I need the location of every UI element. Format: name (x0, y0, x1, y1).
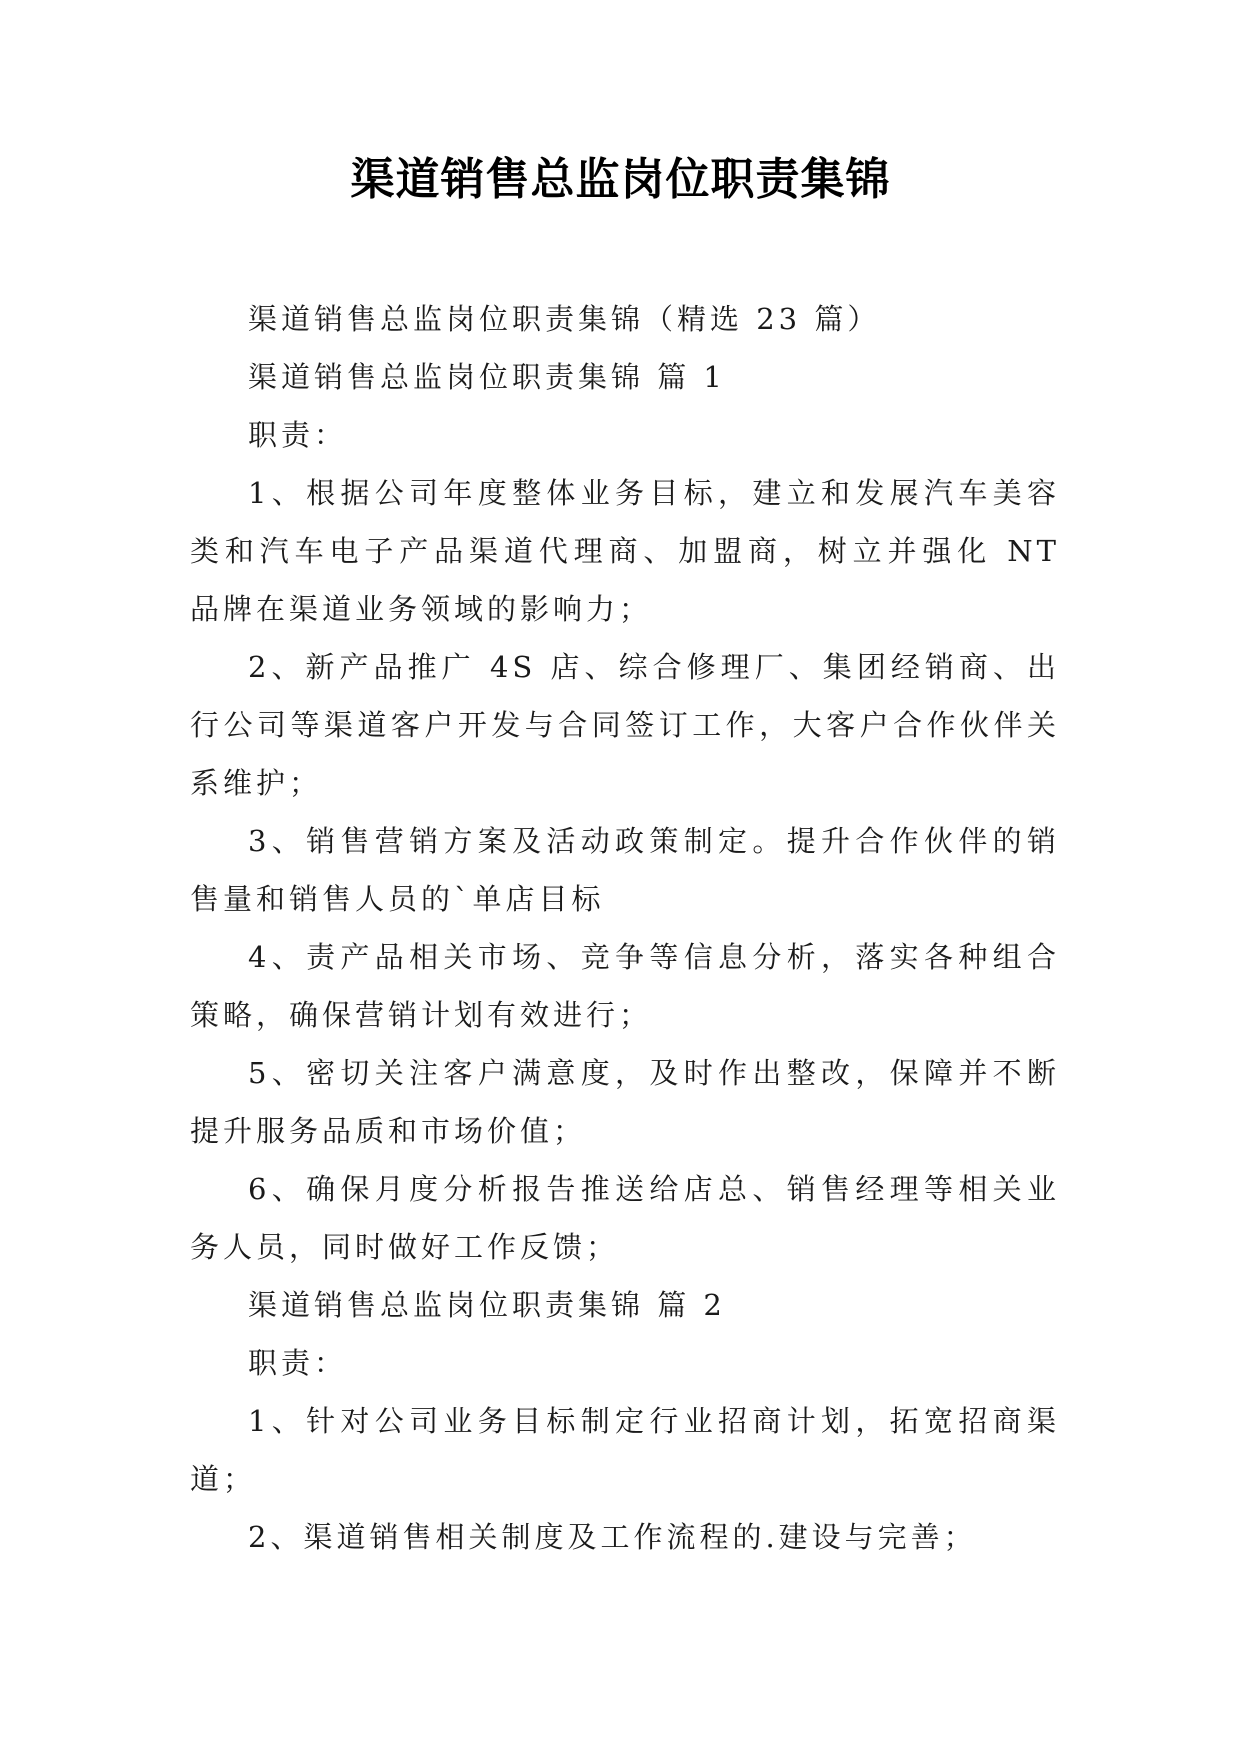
duty-item: 3、销售营销方案及活动政策制定。提升合作伙伴的销售量和销售人员的`单店目标 (190, 824, 1060, 916)
duty-item: 1、针对公司业务目标制定行业招商计划，拓宽招商渠道； (190, 1404, 1060, 1496)
section-heading-2: 渠道销售总监岗位职责集锦 篇 2 (248, 1288, 726, 1322)
document-body (190, 290, 1060, 1566)
duty-item: 4、责产品相关市场、竞争等信息分析，落实各种组合策略，确保营销计划有效进行； (190, 940, 1060, 1032)
duty-item: 2、渠道销售相关制度及工作流程的.建设与完善； (248, 1520, 977, 1554)
duties-label: 职责： (248, 1346, 348, 1380)
paragraph-intro: 渠道销售总监岗位职责集锦（精选 23 篇） (248, 302, 881, 336)
duty-item: 1、根据公司年度整体业务目标，建立和发展汽车美容类和汽车电子产品渠道代理商、加盟商，树立并强化 NT 品牌在渠道业务领域的影响力； (190, 476, 1060, 626)
duty-item: 5、密切关注客户满意度，及时作出整改，保障并不断提升服务品质和市场价值； (190, 1056, 1060, 1148)
duty-item: 2、新产品推广 4S 店、综合修理厂、集团经销商、出行公司等渠道客户开发与合同签订工作，大客户合作伙伴关系维护； (190, 650, 1060, 800)
document-title: 渠道销售总监岗位职责集锦 (350, 154, 891, 205)
duty-item: 6、确保月度分析报告推送给店总、销售经理等相关业务人员，同时做好工作反馈； (190, 1172, 1060, 1264)
duties-label: 职责： (248, 418, 348, 452)
section-heading-1: 渠道销售总监岗位职责集锦 篇 1 (248, 360, 726, 394)
